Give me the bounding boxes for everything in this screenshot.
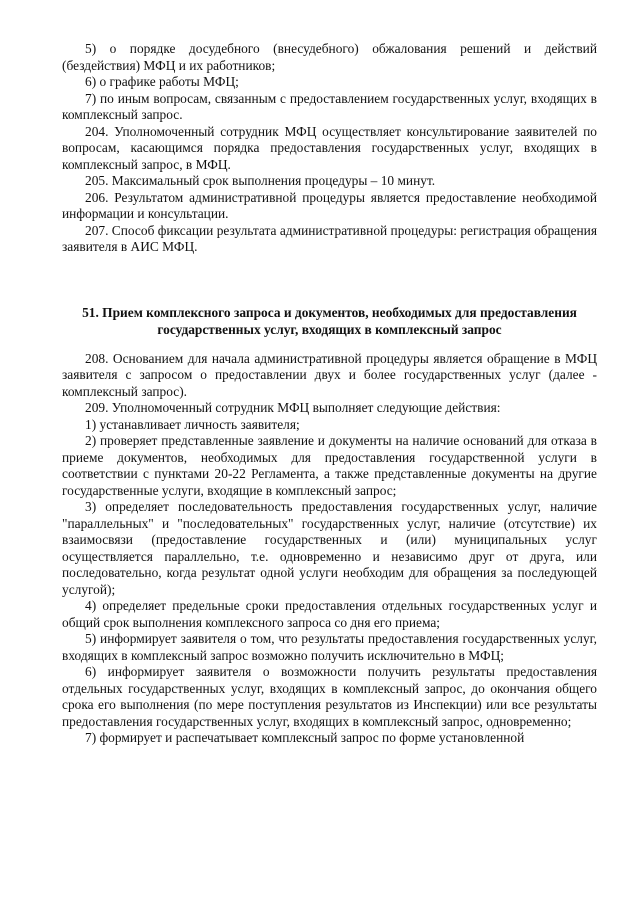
paragraph: 7) по иным вопросам, связанным с предоставлением государственных услуг, входящих в комплексный запрос.: [62, 90, 597, 122]
paragraph: 5) информирует заявителя о том, что результаты предоставления государственных услуг, входящих в комплексный запрос возможно получить исключительно в МФЦ;: [62, 631, 597, 663]
paragraph: 6) информирует заявителя о возможности получить результаты предоставления отдельных государственных услуг, входящих в комплексный запрос, до окончания общего срока его выполнения (по мере поступления результатов из Инспекции) или все результаты предоставления государственных услуг, входящих в комплексный запрос, одновременно;: [62, 664, 597, 729]
paragraph: 6) о графике работы МФЦ;: [85, 74, 239, 89]
paragraph: 204. Уполномоченный сотрудник МФЦ осуществляет консультирование заявителей по вопросам, касающимся порядка предоставления государственных услуг, входящих в комплексный запрос, в МФЦ.: [62, 123, 597, 172]
paragraph: 208. Основанием для начала административной процедуры является обращение в МФЦ заявителя с запросом о предоставлении двух и более государственных услуг (далее - комплексный запрос).: [62, 350, 597, 399]
paragraph: 4) определяет предельные сроки предоставления отдельных государственных услуг и общий срок выполнения комплексного запроса со дня его приема;: [62, 598, 597, 630]
paragraph: 3) определяет последовательность предоставления государственных услуг, наличие "параллельных" и "последовательных" государственных услуг, наличие (отсутствие) их взаимосвязи (предоставление государственных и (или) муниципальных услуг осуществляется параллельно, т.е. одновременно и независимо друг от друга, или последовательно, когда результат одной услуги необходим для обращения за последующей услугой);: [62, 499, 597, 597]
paragraph: 209. Уполномоченный сотрудник МФЦ выполняет следующие действия:: [85, 400, 501, 415]
section-body: [62, 351, 597, 747]
paragraph: 2) проверяет представленные заявление и документы на наличие оснований для отказа в приеме документов, необходимых для предоставления государственной услуги в соответствии с пунктами 20-22 Регламента, а также представленные документы на другие государственные услуги, входящие в комплексный запрос;: [62, 433, 597, 498]
paragraph: 7) формирует и распечатывает комплексный запрос по форме установленной: [85, 730, 525, 745]
paragraph: 1) устанавливает личность заявителя;: [85, 416, 300, 432]
paragraph: 207. Способ фиксации результата административной процедуры: регистрация обращения заявителя в АИС МФЦ.: [62, 222, 597, 254]
section-heading: 51. Прием комплексного запроса и документов, необходимых для предоставления государственных услуг, входящих в комплексный запрос: [82, 304, 577, 337]
top-block: [62, 41, 597, 256]
paragraph: 206. Результатом административной процедуры является предоставление необходимой информации и консультации.: [62, 189, 597, 221]
paragraph: 5) о порядке досудебного (внесудебного) обжалования решений и действий (бездействия) МФЦ и их работников;: [62, 41, 597, 73]
paragraph: 205. Максимальный срок выполнения процедуры – 10 минут.: [85, 173, 436, 188]
